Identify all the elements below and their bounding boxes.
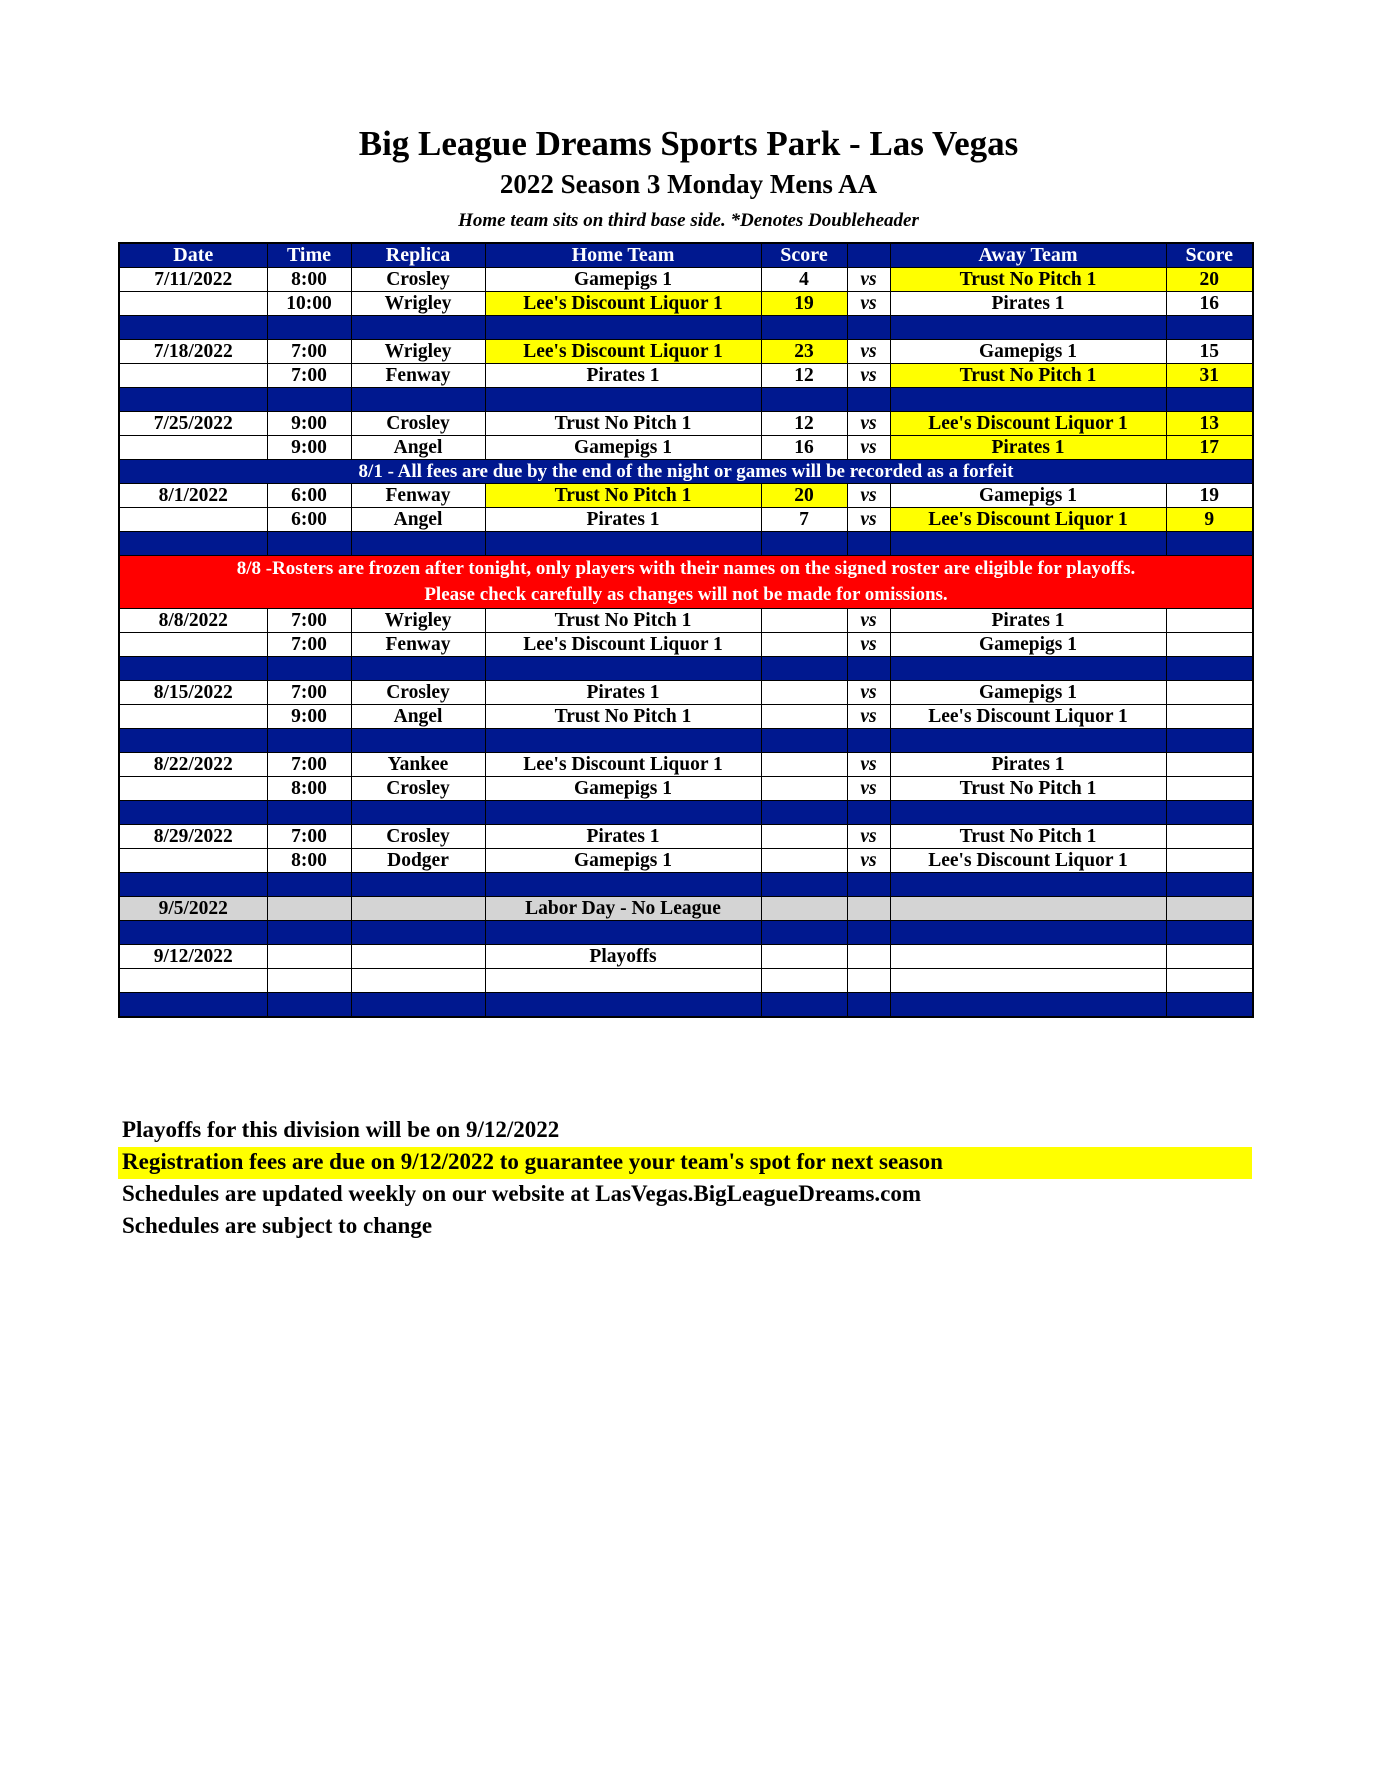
- empty-cell: [267, 316, 351, 340]
- empty-cell: [1166, 969, 1253, 993]
- game-row: [119, 849, 1253, 873]
- away-score-cell: [1166, 753, 1253, 777]
- date-cell: 7/18/2022: [119, 340, 267, 364]
- vs-cell: [847, 897, 890, 921]
- away-team-cell: Gamepigs 1: [890, 484, 1166, 508]
- empty-cell: [761, 873, 847, 897]
- away-score-cell: 31: [1166, 364, 1253, 388]
- time-cell: 8:00: [267, 777, 351, 801]
- date-cell: [119, 705, 267, 729]
- time-cell: [267, 897, 351, 921]
- empty-cell: [485, 388, 761, 412]
- spacer-row: [119, 657, 1253, 681]
- field-cell: [351, 945, 485, 969]
- game-row: [119, 268, 1253, 292]
- date-cell: [119, 292, 267, 316]
- field-cell: Dodger: [351, 849, 485, 873]
- empty-cell: [1166, 921, 1253, 945]
- empty-cell: [1166, 532, 1253, 556]
- date-cell: [119, 364, 267, 388]
- away-score-cell: [1166, 705, 1253, 729]
- header-time: Time: [267, 243, 351, 268]
- empty-cell: [890, 729, 1166, 753]
- date-cell: 9/12/2022: [119, 945, 267, 969]
- field-cell: Crosley: [351, 825, 485, 849]
- date-cell: 7/25/2022: [119, 412, 267, 436]
- home-team-cell: Trust No Pitch 1: [485, 609, 761, 633]
- empty-cell: [890, 921, 1166, 945]
- home-team-cell: Trust No Pitch 1: [485, 412, 761, 436]
- header-date: Date: [119, 243, 267, 268]
- spacer-row: [119, 873, 1253, 897]
- away-cell: [890, 897, 1166, 921]
- empty-cell: [119, 729, 267, 753]
- home-score-cell: [761, 825, 847, 849]
- away-team-cell: Trust No Pitch 1: [890, 777, 1166, 801]
- playoffs-note: Playoffs for this division will be on 9/12/2022: [122, 1117, 560, 1142]
- away-team-cell: Trust No Pitch 1: [890, 364, 1166, 388]
- game-row: [119, 484, 1253, 508]
- empty-cell: [1166, 801, 1253, 825]
- empty-cell: [761, 921, 847, 945]
- home-score-cell: 4: [761, 268, 847, 292]
- empty-cell: [351, 993, 485, 1018]
- schedule-body: [119, 268, 1253, 1018]
- field-cell: Fenway: [351, 633, 485, 657]
- website-note: Schedules are updated weekly on our website at LasVegas.BigLeagueDreams.com: [122, 1181, 922, 1206]
- time-cell: 9:00: [267, 705, 351, 729]
- empty-cell: [761, 993, 847, 1018]
- empty-cell: [847, 969, 890, 993]
- vs-cell: vs: [847, 705, 890, 729]
- empty-cell: [119, 532, 267, 556]
- home-team-cell: Gamepigs 1: [485, 436, 761, 460]
- game-row: [119, 292, 1253, 316]
- schedule-table: [118, 242, 1254, 1018]
- time-cell: 7:00: [267, 364, 351, 388]
- empty-cell: [761, 388, 847, 412]
- date-cell: 8/29/2022: [119, 825, 267, 849]
- empty-cell: [890, 993, 1166, 1018]
- field-cell: Yankee: [351, 753, 485, 777]
- empty-cell: [890, 388, 1166, 412]
- header-away-team: Away Team: [890, 243, 1166, 268]
- empty-cell: [890, 532, 1166, 556]
- playoff-row: [119, 945, 1253, 969]
- away-team-cell: Pirates 1: [890, 753, 1166, 777]
- time-cell: 6:00: [267, 484, 351, 508]
- home-score-cell: [761, 753, 847, 777]
- header-away-score: Score: [1166, 243, 1253, 268]
- home-team-cell: Gamepigs 1: [485, 777, 761, 801]
- empty-cell: [847, 729, 890, 753]
- field-cell: Crosley: [351, 777, 485, 801]
- empty-cell: [890, 873, 1166, 897]
- empty-cell: [267, 993, 351, 1018]
- roster-message-row: [119, 556, 1253, 609]
- empty-cell: [485, 657, 761, 681]
- away-team-cell: Pirates 1: [890, 609, 1166, 633]
- vs-cell: [847, 945, 890, 969]
- empty-cell: [119, 921, 267, 945]
- time-cell: 6:00: [267, 508, 351, 532]
- time-cell: 9:00: [267, 436, 351, 460]
- date-cell: [119, 849, 267, 873]
- message-cell: [119, 556, 1253, 609]
- score-cell: [1166, 897, 1253, 921]
- empty-cell: [119, 993, 267, 1018]
- home-score-cell: [761, 705, 847, 729]
- empty-cell: [485, 969, 761, 993]
- away-score-cell: [1166, 777, 1253, 801]
- header-home-team: Home Team: [485, 243, 761, 268]
- empty-cell: [890, 316, 1166, 340]
- field-cell: Crosley: [351, 268, 485, 292]
- empty-cell: [847, 316, 890, 340]
- empty-cell: [847, 873, 890, 897]
- date-cell: [119, 633, 267, 657]
- away-score-cell: 13: [1166, 412, 1253, 436]
- empty-cell: [119, 969, 267, 993]
- message-cell: [119, 460, 1253, 484]
- empty-cell: [119, 657, 267, 681]
- header-replica: Replica: [351, 243, 485, 268]
- home-score-cell: 19: [761, 292, 847, 316]
- empty-cell: [761, 532, 847, 556]
- empty-cell: [761, 657, 847, 681]
- away-team-cell: Trust No Pitch 1: [890, 825, 1166, 849]
- time-cell: 8:00: [267, 268, 351, 292]
- vs-cell: vs: [847, 268, 890, 292]
- registration-note: Registration fees are due on 9/12/2022 to guarantee your team's spot for next season: [118, 1147, 1252, 1179]
- empty-cell: [267, 873, 351, 897]
- away-score-cell: [1166, 633, 1253, 657]
- home-team-cell: Pirates 1: [485, 364, 761, 388]
- date-cell: [119, 508, 267, 532]
- away-score-cell: 17: [1166, 436, 1253, 460]
- home-score-cell: 23: [761, 340, 847, 364]
- home-score-cell: [761, 777, 847, 801]
- page-subtitle: 2022 Season 3 Monday Mens AA: [499, 169, 878, 199]
- empty-cell: [267, 729, 351, 753]
- vs-cell: vs: [847, 292, 890, 316]
- empty-cell: [351, 388, 485, 412]
- empty-cell: [1166, 993, 1253, 1018]
- empty-cell: [847, 657, 890, 681]
- spacer-row: [119, 532, 1253, 556]
- empty-cell: [351, 657, 485, 681]
- empty-cell: [847, 801, 890, 825]
- empty-cell: [351, 969, 485, 993]
- vs-cell: vs: [847, 777, 890, 801]
- home-score-cell: 7: [761, 508, 847, 532]
- home-team-cell: Lee's Discount Liquor 1: [485, 753, 761, 777]
- home-team-cell: Pirates 1: [485, 681, 761, 705]
- empty-cell: [119, 801, 267, 825]
- game-row: [119, 825, 1253, 849]
- field-cell: [351, 897, 485, 921]
- away-team-cell: Gamepigs 1: [890, 633, 1166, 657]
- field-cell: Crosley: [351, 412, 485, 436]
- empty-cell: [351, 801, 485, 825]
- time-cell: 7:00: [267, 340, 351, 364]
- empty-cell: [847, 921, 890, 945]
- date-cell: 7/11/2022: [119, 268, 267, 292]
- away-score-cell: 15: [1166, 340, 1253, 364]
- field-cell: Angel: [351, 705, 485, 729]
- empty-cell: [485, 729, 761, 753]
- home-score-cell: 12: [761, 412, 847, 436]
- page-title: Big League Dreams Sports Park - Las Vegas: [358, 124, 1019, 163]
- empty-cell: [890, 969, 1166, 993]
- spacer-row: [119, 729, 1253, 753]
- empty-cell: [761, 801, 847, 825]
- away-score-cell: 16: [1166, 292, 1253, 316]
- date-cell: [119, 436, 267, 460]
- field-cell: Wrigley: [351, 340, 485, 364]
- empty-cell: [485, 873, 761, 897]
- spacer-row: [119, 921, 1253, 945]
- field-cell: Wrigley: [351, 609, 485, 633]
- empty-cell: [485, 921, 761, 945]
- vs-cell: vs: [847, 825, 890, 849]
- empty-cell: [485, 532, 761, 556]
- vs-cell: vs: [847, 412, 890, 436]
- empty-cell: [761, 316, 847, 340]
- empty-cell: [351, 316, 485, 340]
- away-team-cell: Lee's Discount Liquor 1: [890, 705, 1166, 729]
- vs-cell: vs: [847, 436, 890, 460]
- home-score-cell: [761, 609, 847, 633]
- blank-row: [119, 969, 1253, 993]
- game-row: [119, 436, 1253, 460]
- time-cell: 10:00: [267, 292, 351, 316]
- empty-cell: [267, 921, 351, 945]
- away-score-cell: 9: [1166, 508, 1253, 532]
- empty-cell: [485, 993, 761, 1018]
- game-row: [119, 412, 1253, 436]
- game-row: [119, 340, 1253, 364]
- empty-cell: [351, 873, 485, 897]
- empty-cell: [1166, 873, 1253, 897]
- away-score-cell: [1166, 609, 1253, 633]
- home-team-cell: Gamepigs 1: [485, 849, 761, 873]
- home-score-cell: 12: [761, 364, 847, 388]
- empty-cell: [1166, 657, 1253, 681]
- fees-message-row: [119, 460, 1253, 484]
- empty-cell: [761, 969, 847, 993]
- field-cell: Angel: [351, 508, 485, 532]
- empty-cell: [119, 873, 267, 897]
- home-team-cell: Lee's Discount Liquor 1: [485, 292, 761, 316]
- empty-cell: [351, 921, 485, 945]
- header-home-score: Score: [761, 243, 847, 268]
- home-score-cell: [761, 681, 847, 705]
- game-row: [119, 753, 1253, 777]
- away-team-cell: Lee's Discount Liquor 1: [890, 508, 1166, 532]
- field-cell: Fenway: [351, 364, 485, 388]
- empty-cell: [890, 801, 1166, 825]
- holiday-row: [119, 897, 1253, 921]
- empty-cell: [1166, 316, 1253, 340]
- home-team-cell: Trust No Pitch 1: [485, 484, 761, 508]
- empty-cell: [119, 316, 267, 340]
- field-cell: Crosley: [351, 681, 485, 705]
- empty-cell: [847, 388, 890, 412]
- empty-cell: [267, 801, 351, 825]
- date-cell: 8/15/2022: [119, 681, 267, 705]
- game-row: [119, 777, 1253, 801]
- time-cell: 8:00: [267, 849, 351, 873]
- home-team-cell: Pirates 1: [485, 825, 761, 849]
- game-row: [119, 609, 1253, 633]
- empty-cell: [1166, 388, 1253, 412]
- message-text: 8/8 -Rosters are frozen after tonight, only players with their names on the signed roster are eligible for playoffs.: [236, 558, 1136, 579]
- date-cell: 8/1/2022: [119, 484, 267, 508]
- date-cell: [119, 777, 267, 801]
- vs-cell: vs: [847, 609, 890, 633]
- vs-cell: vs: [847, 508, 890, 532]
- empty-cell: [847, 993, 890, 1018]
- vs-cell: vs: [847, 484, 890, 508]
- message-text: 8/1 - All fees are due by the end of the night or games will be recorded as a forfeit: [358, 461, 1014, 482]
- away-team-cell: Trust No Pitch 1: [890, 268, 1166, 292]
- away-score-cell: [1166, 849, 1253, 873]
- message-text-2: Please check carefully as changes will not be made for omissions.: [424, 584, 948, 605]
- home-score-cell: [761, 849, 847, 873]
- away-score-cell: [1166, 681, 1253, 705]
- empty-cell: [267, 657, 351, 681]
- spacer-row: [119, 801, 1253, 825]
- empty-cell: [485, 801, 761, 825]
- empty-cell: [890, 657, 1166, 681]
- field-cell: Wrigley: [351, 292, 485, 316]
- home-team-note: Home team sits on third base side. *Denotes Doubleheader: [458, 210, 919, 231]
- spacer-row: [119, 316, 1253, 340]
- empty-cell: [351, 532, 485, 556]
- game-row: [119, 508, 1253, 532]
- home-team-cell: Gamepigs 1: [485, 268, 761, 292]
- time-cell: 9:00: [267, 412, 351, 436]
- field-cell: Angel: [351, 436, 485, 460]
- away-team-cell: Pirates 1: [890, 436, 1166, 460]
- away-team-cell: Lee's Discount Liquor 1: [890, 849, 1166, 873]
- home-team-cell: Lee's Discount Liquor 1: [485, 340, 761, 364]
- game-row: [119, 364, 1253, 388]
- away-team-cell: Gamepigs 1: [890, 340, 1166, 364]
- change-note: Schedules are subject to change: [122, 1213, 433, 1238]
- table-header-row: [119, 243, 1253, 268]
- vs-cell: vs: [847, 681, 890, 705]
- vs-cell: vs: [847, 633, 890, 657]
- time-cell: 7:00: [267, 633, 351, 657]
- spacer-row: [119, 388, 1253, 412]
- score-cell: [761, 897, 847, 921]
- away-team-cell: Pirates 1: [890, 292, 1166, 316]
- vs-cell: vs: [847, 340, 890, 364]
- away-team-cell: Gamepigs 1: [890, 681, 1166, 705]
- time-cell: [267, 945, 351, 969]
- time-cell: 7:00: [267, 609, 351, 633]
- vs-cell: vs: [847, 753, 890, 777]
- home-score-cell: 20: [761, 484, 847, 508]
- empty-cell: [267, 388, 351, 412]
- empty-cell: [485, 316, 761, 340]
- empty-cell: [1166, 729, 1253, 753]
- empty-cell: [267, 969, 351, 993]
- home-team-cell: Pirates 1: [485, 508, 761, 532]
- vs-cell: vs: [847, 364, 890, 388]
- home-team-cell: Lee's Discount Liquor 1: [485, 633, 761, 657]
- home-team-cell: Trust No Pitch 1: [485, 705, 761, 729]
- score-cell: [1166, 945, 1253, 969]
- date-cell: 9/5/2022: [119, 897, 267, 921]
- time-cell: 7:00: [267, 825, 351, 849]
- date-cell: 8/22/2022: [119, 753, 267, 777]
- away-score-cell: 20: [1166, 268, 1253, 292]
- event-cell: Playoffs: [485, 945, 761, 969]
- empty-cell: [847, 532, 890, 556]
- away-cell: [890, 945, 1166, 969]
- away-team-cell: Lee's Discount Liquor 1: [890, 412, 1166, 436]
- event-cell: Labor Day - No League: [485, 897, 761, 921]
- time-cell: 7:00: [267, 681, 351, 705]
- spacer-row: [119, 993, 1253, 1018]
- field-cell: Fenway: [351, 484, 485, 508]
- away-score-cell: [1166, 825, 1253, 849]
- empty-cell: [267, 532, 351, 556]
- empty-cell: [351, 729, 485, 753]
- empty-cell: [761, 729, 847, 753]
- game-row: [119, 681, 1253, 705]
- empty-cell: [119, 388, 267, 412]
- header-vs: [847, 243, 890, 268]
- game-row: [119, 705, 1253, 729]
- home-score-cell: 16: [761, 436, 847, 460]
- date-cell: 8/8/2022: [119, 609, 267, 633]
- game-row: [119, 633, 1253, 657]
- vs-cell: vs: [847, 849, 890, 873]
- home-score-cell: [761, 633, 847, 657]
- score-cell: [761, 945, 847, 969]
- time-cell: 7:00: [267, 753, 351, 777]
- away-score-cell: 19: [1166, 484, 1253, 508]
